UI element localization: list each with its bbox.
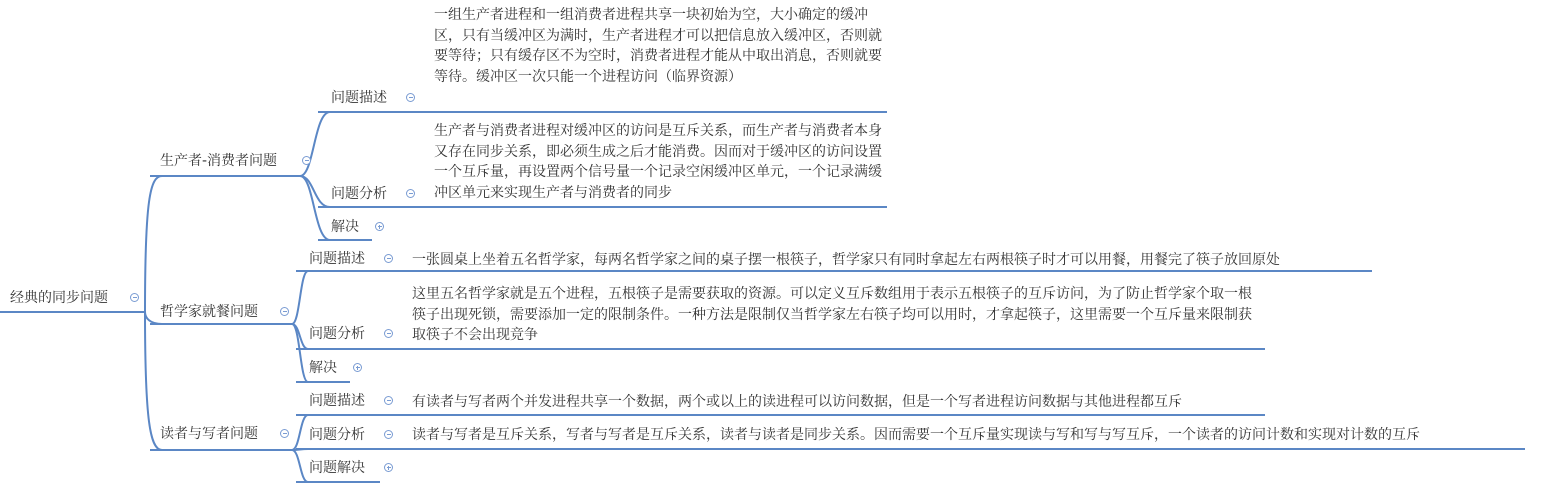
readers-solution-expand-icon[interactable] [384,463,393,472]
philosophers-solution-label: 解决 [309,360,337,376]
producer-consumer-label: 生产者-消费者问题 [160,153,278,169]
readers-writers-collapse-icon[interactable] [280,429,289,438]
philosophers-label: 哲学家就餐问题 [160,304,258,320]
readers-desc-collapse-icon[interactable] [384,396,393,405]
root-label: 经典的同步问题 [10,290,108,306]
philosophers-desc-text: 一张圆桌上坐着五名哲学家，每两名哲学家之间的桌子摆一根筷子，哲学家只有同时拿起左右两根筷子时才可以用餐，用餐完了筷子放回原处 [412,252,1280,268]
producer-desc-text: 一组生产者进程和一组消费者进程共享一块初始为空，大小确定的缓冲区，只有当缓冲区为满时，生产者进程才可以把信息放入缓冲区，否则就要等待；只有缓存区不为空时，消费者进程才能从中取出消息，否则就要等待。缓冲区一次只能一个进程访问（临界资源） [434,7,882,85]
edge-root-producer [145,176,162,312]
philosophers-analysis-label: 问题分析 [309,326,365,342]
philosophers-analysis-collapse-icon[interactable] [384,329,393,338]
edge-philosophers-desc [292,271,308,324]
readers-analysis-text: 读者与写者是互斥关系，写者与写者是互斥关系，读者与读者是同步关系。因而需要一个互斥量实现读与写和写与写互斥，一个读者的访问计数和实现对计数的互斥 [412,427,1420,443]
philosophers-desc-label: 问题描述 [309,251,365,267]
readers-analysis-collapse-icon[interactable] [384,430,393,439]
readers-solution-label: 问题解决 [309,460,365,476]
producer-desc-collapse-icon[interactable] [406,93,415,102]
edge-readers-solution [292,450,308,482]
edge-philosophers-solution [292,324,308,382]
producer-solution-label: 解决 [331,219,359,235]
readers-writers-label: 读者与写者问题 [160,426,258,442]
philosophers-collapse-icon[interactable] [280,307,289,316]
producer-consumer-collapse-icon[interactable] [302,156,311,165]
producer-analysis-label: 问题分析 [331,186,387,202]
philosophers-solution-expand-icon[interactable] [353,363,362,372]
producer-analysis-collapse-icon[interactable] [406,189,415,198]
producer-desc-label: 问题描述 [331,90,387,106]
producer-solution-expand-icon[interactable] [375,222,384,231]
readers-analysis-label: 问题分析 [309,427,365,443]
producer-analysis-text: 生产者与消费者进程对缓冲区的访问是互斥关系，而生产者与消费者本身又存在同步关系，即必须生成之后才能消费。因而对于缓冲区的访问设置一个互斥量，再设置两个信号量一个记录空闲缓冲区单元，一个记录满缓冲区单元来实现生产者与消费者的同步 [434,123,882,201]
edge-producer-desc [300,112,330,176]
philosophers-analysis-text: 这里五名哲学家就是五个进程，五根筷子是需要获取的资源。可以定义互斥数组用于表示五根筷子的互斥访问，为了防止哲学家个取一根筷子出现死锁，需要添加一定的限制条件。一种方法是限制仅当哲学家左右筷子均可以用时，才拿起筷子，这里需要一个互斥量来限制获取筷子不会出现竞争 [412,286,1252,343]
philosophers-desc-collapse-icon[interactable] [384,254,393,263]
readers-desc-text: 有读者与写者两个并发进程共享一个数据，两个或以上的读进程可以访问数据，但是一个写者进程访问数据与其他进程都互斥 [412,394,1182,410]
edge-readers-desc [292,415,308,450]
edge-producer-analysis [300,176,330,207]
root-collapse-icon[interactable] [130,293,139,302]
readers-desc-label: 问题描述 [309,393,365,409]
